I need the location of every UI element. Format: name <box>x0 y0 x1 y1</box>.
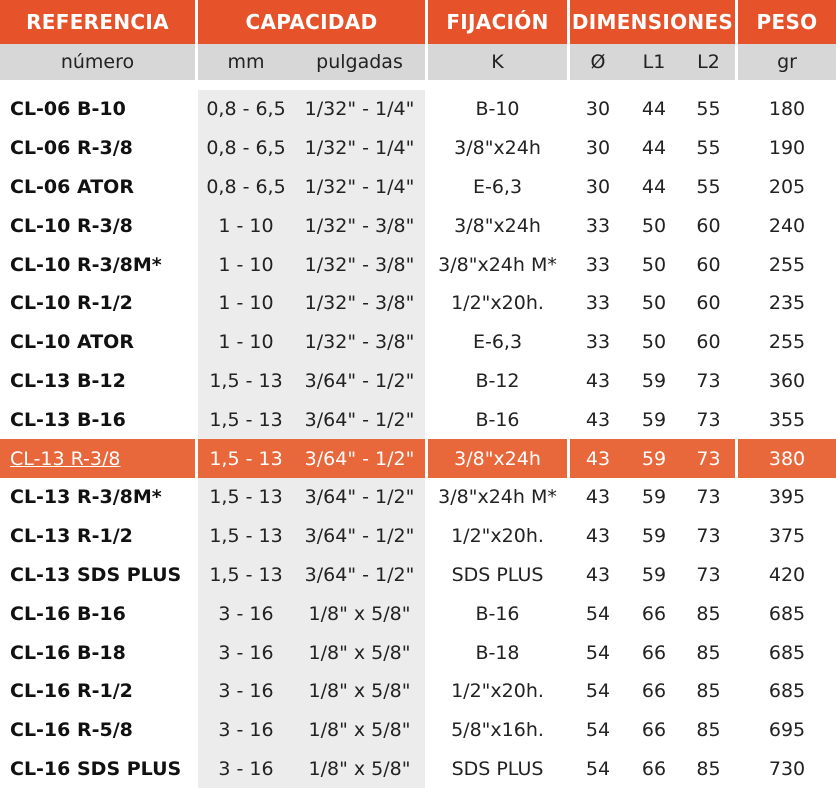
cell-l1: 59 <box>626 439 682 478</box>
cell-capacidad-pulgadas: 1/32" - 1/4" <box>294 129 428 168</box>
cell-peso: 420 <box>738 556 836 595</box>
cell-diametro: 43 <box>570 517 626 556</box>
cell-diametro: 30 <box>570 129 626 168</box>
table-subheader <box>0 44 836 80</box>
cell-referencia: CL-06 B-10 <box>0 90 198 129</box>
table-row <box>0 556 836 595</box>
cell-l2: 85 <box>682 711 738 750</box>
cell-peso: 685 <box>738 672 836 711</box>
cell-capacidad-pulgadas: 1/32" - 3/8" <box>294 323 428 362</box>
cell-capacidad-pulgadas: 1/32" - 3/8" <box>294 245 428 284</box>
cell-capacidad-mm: 1 - 10 <box>198 206 294 245</box>
cell-referencia: CL-10 ATOR <box>0 323 198 362</box>
cell-diametro: 54 <box>570 711 626 750</box>
table-row <box>0 129 836 168</box>
cell-peso: 395 <box>738 478 836 517</box>
header-dimensiones: DIMENSIONES <box>570 0 738 44</box>
cell-peso: 190 <box>738 129 836 168</box>
cell-referencia: CL-13 R-3/8M* <box>0 478 198 517</box>
cell-l2: 60 <box>682 323 738 362</box>
cell-capacidad-mm: 3 - 16 <box>198 711 294 750</box>
cell-diametro: 30 <box>570 90 626 129</box>
cell-l2: 55 <box>682 168 738 207</box>
cell-peso: 380 <box>738 439 836 478</box>
table-row <box>0 284 836 323</box>
cell-capacidad-mm: 0,8 - 6,5 <box>198 168 294 207</box>
cell-diametro: 33 <box>570 206 626 245</box>
cell-l2: 60 <box>682 245 738 284</box>
table-header <box>0 0 836 44</box>
cell-l2: 55 <box>682 129 738 168</box>
table-row <box>0 90 836 129</box>
table-row <box>0 750 836 788</box>
cell-capacidad-pulgadas: 1/32" - 3/8" <box>294 284 428 323</box>
cell-l2: 73 <box>682 517 738 556</box>
cell-fijacion: 1/2"x20h. <box>428 284 570 323</box>
cell-peso: 240 <box>738 206 836 245</box>
cell-peso: 235 <box>738 284 836 323</box>
cell-capacidad-pulgadas: 1/8" x 5/8" <box>294 633 428 672</box>
cell-diametro: 30 <box>570 168 626 207</box>
cell-referencia: CL-16 R-1/2 <box>0 672 198 711</box>
cell-referencia[interactable]: CL-13 R-3/8 <box>0 439 198 478</box>
cell-capacidad-pulgadas: 3/64" - 1/2" <box>294 400 428 439</box>
cell-capacidad-pulgadas: 1/8" x 5/8" <box>294 594 428 633</box>
table-row <box>0 478 836 517</box>
cell-peso: 695 <box>738 711 836 750</box>
cell-fijacion: E-6,3 <box>428 168 570 207</box>
header-peso: PESO <box>738 0 836 44</box>
cell-fijacion: 3/8"x24h <box>428 439 570 478</box>
cell-capacidad-mm: 3 - 16 <box>198 633 294 672</box>
table-row <box>0 323 836 362</box>
cell-diametro: 54 <box>570 594 626 633</box>
cell-capacidad-mm: 3 - 16 <box>198 594 294 633</box>
header-gap <box>0 80 836 90</box>
header-fijacion: FIJACIÓN <box>428 0 570 44</box>
cell-diametro: 54 <box>570 672 626 711</box>
cell-diametro: 33 <box>570 284 626 323</box>
cell-l2: 85 <box>682 750 738 788</box>
cell-referencia: CL-16 B-16 <box>0 594 198 633</box>
cell-l1: 66 <box>626 633 682 672</box>
cell-capacidad-pulgadas: 3/64" - 1/2" <box>294 362 428 401</box>
cell-l2: 85 <box>682 633 738 672</box>
cell-l1: 44 <box>626 168 682 207</box>
cell-peso: 205 <box>738 168 836 207</box>
cell-capacidad-pulgadas: 1/8" x 5/8" <box>294 672 428 711</box>
cell-peso: 255 <box>738 245 836 284</box>
cell-capacidad-mm: 1,5 - 13 <box>198 517 294 556</box>
cell-l1: 50 <box>626 245 682 284</box>
cell-referencia: CL-10 R-1/2 <box>0 284 198 323</box>
subheader-mm: mm <box>198 44 294 80</box>
subheader-numero: número <box>0 44 198 80</box>
subheader-k: K <box>428 44 570 80</box>
cell-l2: 55 <box>682 90 738 129</box>
cell-l1: 59 <box>626 478 682 517</box>
cell-diametro: 43 <box>570 478 626 517</box>
cell-referencia: CL-06 ATOR <box>0 168 198 207</box>
cell-capacidad-mm: 1,5 - 13 <box>198 478 294 517</box>
cell-referencia: CL-16 R-5/8 <box>0 711 198 750</box>
table-row <box>0 400 836 439</box>
cell-referencia: CL-13 B-16 <box>0 400 198 439</box>
cell-capacidad-mm: 1,5 - 13 <box>198 362 294 401</box>
cell-capacidad-mm: 1,5 - 13 <box>198 556 294 595</box>
header-referencia: REFERENCIA <box>0 0 198 44</box>
cell-l2: 73 <box>682 556 738 595</box>
cell-diametro: 43 <box>570 400 626 439</box>
cell-referencia: CL-13 B-12 <box>0 362 198 401</box>
subheader-l2: L2 <box>682 44 738 80</box>
cell-capacidad-mm: 3 - 16 <box>198 750 294 788</box>
cell-l1: 59 <box>626 517 682 556</box>
cell-capacidad-mm: 1 - 10 <box>198 323 294 362</box>
cell-peso: 360 <box>738 362 836 401</box>
cell-capacidad-mm: 3 - 16 <box>198 672 294 711</box>
cell-l2: 73 <box>682 478 738 517</box>
cell-peso: 180 <box>738 90 836 129</box>
cell-capacidad-mm: 1 - 10 <box>198 245 294 284</box>
cell-l1: 44 <box>626 90 682 129</box>
cell-fijacion: 3/8"x24h <box>428 206 570 245</box>
cell-fijacion: 3/8"x24h M* <box>428 245 570 284</box>
cell-l1: 66 <box>626 750 682 788</box>
cell-l1: 59 <box>626 362 682 401</box>
cell-referencia: CL-16 B-18 <box>0 633 198 672</box>
cell-peso: 685 <box>738 633 836 672</box>
cell-peso: 355 <box>738 400 836 439</box>
header-capacidad: CAPACIDAD <box>198 0 428 44</box>
cell-l1: 50 <box>626 284 682 323</box>
cell-referencia: CL-10 R-3/8M* <box>0 245 198 284</box>
cell-capacidad-mm: 1,5 - 13 <box>198 439 294 478</box>
table-row <box>0 517 836 556</box>
cell-fijacion: 3/8"x24h M* <box>428 478 570 517</box>
cell-referencia: CL-06 R-3/8 <box>0 129 198 168</box>
cell-fijacion: 3/8"x24h <box>428 129 570 168</box>
cell-l1: 66 <box>626 594 682 633</box>
cell-capacidad-mm: 0,8 - 6,5 <box>198 90 294 129</box>
cell-fijacion: E-6,3 <box>428 323 570 362</box>
cell-l1: 59 <box>626 556 682 595</box>
cell-peso: 730 <box>738 750 836 788</box>
table-row <box>0 711 836 750</box>
cell-l1: 44 <box>626 129 682 168</box>
table-row <box>0 245 836 284</box>
cell-capacidad-pulgadas: 1/8" x 5/8" <box>294 750 428 788</box>
cell-l1: 59 <box>626 400 682 439</box>
cell-diametro: 54 <box>570 633 626 672</box>
cell-fijacion: SDS PLUS <box>428 750 570 788</box>
table-row <box>0 672 836 711</box>
cell-capacidad-pulgadas: 3/64" - 1/2" <box>294 517 428 556</box>
cell-diametro: 43 <box>570 556 626 595</box>
cell-capacidad-mm: 0,8 - 6,5 <box>198 129 294 168</box>
cell-l2: 73 <box>682 362 738 401</box>
table-row <box>0 439 836 478</box>
cell-diametro: 54 <box>570 750 626 788</box>
cell-fijacion: B-16 <box>428 594 570 633</box>
cell-l1: 66 <box>626 672 682 711</box>
cell-capacidad-pulgadas: 1/32" - 3/8" <box>294 206 428 245</box>
cell-referencia: CL-10 R-3/8 <box>0 206 198 245</box>
cell-capacidad-mm: 1 - 10 <box>198 284 294 323</box>
cell-diametro: 43 <box>570 439 626 478</box>
subheader-diameter: Ø <box>570 44 626 80</box>
subheader-pulgadas: pulgadas <box>294 44 428 80</box>
cell-fijacion: B-16 <box>428 400 570 439</box>
cell-fijacion: 5/8"x16h. <box>428 711 570 750</box>
cell-fijacion: B-12 <box>428 362 570 401</box>
table-row <box>0 206 836 245</box>
table-row <box>0 362 836 401</box>
cell-peso: 255 <box>738 323 836 362</box>
cell-l2: 73 <box>682 400 738 439</box>
subheader-l1: L1 <box>626 44 682 80</box>
cell-l2: 73 <box>682 439 738 478</box>
cell-diametro: 43 <box>570 362 626 401</box>
cell-capacidad-mm: 1,5 - 13 <box>198 400 294 439</box>
cell-capacidad-pulgadas: 3/64" - 1/2" <box>294 556 428 595</box>
cell-referencia: CL-13 SDS PLUS <box>0 556 198 595</box>
cell-capacidad-pulgadas: 3/64" - 1/2" <box>294 478 428 517</box>
table-row <box>0 594 836 633</box>
cell-referencia: CL-16 SDS PLUS <box>0 750 198 788</box>
cell-fijacion: 1/2"x20h. <box>428 517 570 556</box>
cell-fijacion: B-18 <box>428 633 570 672</box>
subheader-gr: gr <box>738 44 836 80</box>
cell-peso: 375 <box>738 517 836 556</box>
cell-l1: 66 <box>626 711 682 750</box>
cell-l1: 50 <box>626 206 682 245</box>
cell-l1: 50 <box>626 323 682 362</box>
cell-capacidad-pulgadas: 1/32" - 1/4" <box>294 168 428 207</box>
cell-l2: 85 <box>682 672 738 711</box>
cell-l2: 85 <box>682 594 738 633</box>
table-row <box>0 633 836 672</box>
cell-capacidad-pulgadas: 1/32" - 1/4" <box>294 90 428 129</box>
cell-fijacion: SDS PLUS <box>428 556 570 595</box>
cell-peso: 685 <box>738 594 836 633</box>
cell-diametro: 33 <box>570 245 626 284</box>
cell-capacidad-pulgadas: 3/64" - 1/2" <box>294 439 428 478</box>
cell-fijacion: 1/2"x20h. <box>428 672 570 711</box>
cell-referencia: CL-13 R-1/2 <box>0 517 198 556</box>
cell-diametro: 33 <box>570 323 626 362</box>
cell-capacidad-pulgadas: 1/8" x 5/8" <box>294 711 428 750</box>
cell-l2: 60 <box>682 284 738 323</box>
cell-fijacion: B-10 <box>428 90 570 129</box>
cell-l2: 60 <box>682 206 738 245</box>
table-row <box>0 168 836 207</box>
